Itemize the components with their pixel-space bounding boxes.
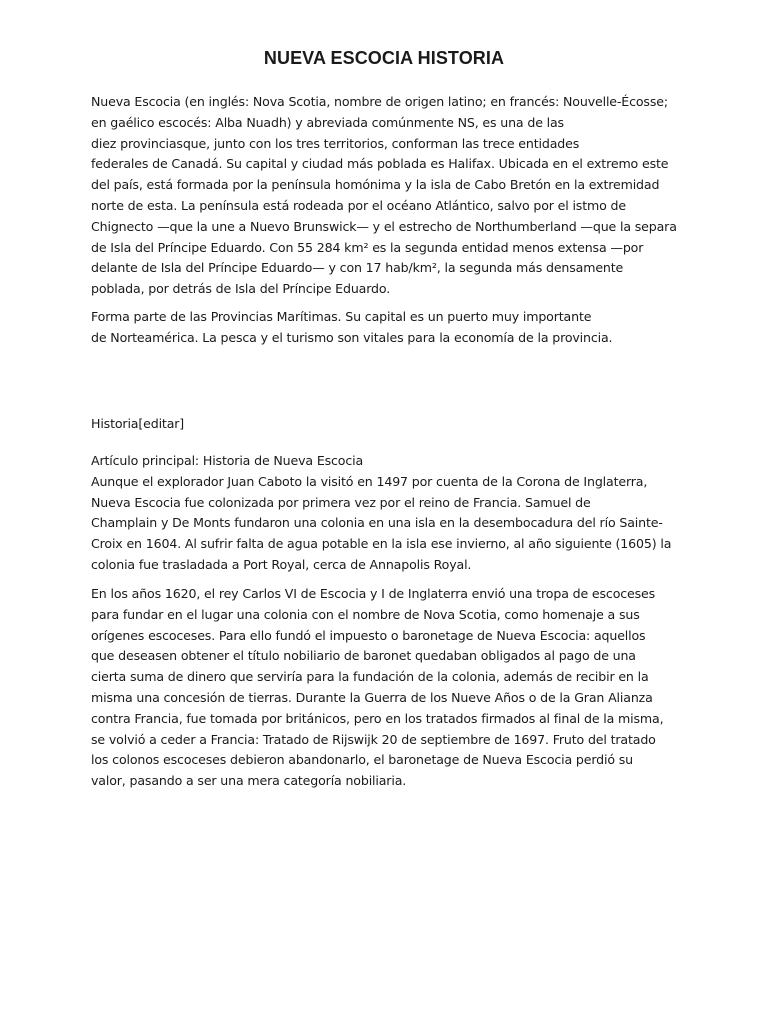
paragraph-line: Nueva Escocia fue colonizada por primera vez por el reino de Francia. Samuel de xyxy=(91,494,591,510)
paragraph-line: Croix en 1604. Al sufrir falta de agua potable en la isla ese invierno, al año siguiente (1605) la xyxy=(91,536,672,552)
document-title: NUEVA ESCOCIA HISTORIA xyxy=(263,48,505,68)
paragraph-line: de Isla del Príncipe Eduardo. Con 55 284 km² es la segunda entidad menos extensa —por xyxy=(91,239,644,255)
main-article-line: Artículo principal: Historia de Nueva Escocia xyxy=(91,453,364,468)
paragraph-line: se volvió a ceder a Francia: Tratado de Rijswijk 20 de septiembre de 1697. Fruto del tratado xyxy=(91,731,656,747)
paragraph-line: norte de esta. La península está rodeada por el océano Atlántico, salvo por el istmo de xyxy=(91,197,626,213)
paragraph-line: diez provinciasque, junto con los tres territorios, conforman las trece entidades xyxy=(91,135,580,151)
paragraph-line: delante de Isla del Príncipe Eduardo— y con 17 hab/km², la segunda más densamente xyxy=(91,260,624,276)
paragraph-line: orígenes escoceses. Para ello fundó el impuesto o baronetage de Nueva Escocia: aquellos xyxy=(91,627,646,643)
paragraph-line: En los años 1620, el rey Carlos VI de Escocia y I de Inglaterra envió una tropa de escoceses xyxy=(91,586,656,601)
paragraph-line: contra Francia, fue tomada por británicos, pero en los tratados firmados al final de la misma, xyxy=(91,710,664,726)
section-heading xyxy=(91,414,691,435)
paragraph-line: los colonos escoceses debieron abandonarlo, el baronetage de Nueva Escocia perdió su xyxy=(91,752,634,768)
paragraph-line: Champlain y De Monts fundaron una colonia en una isla en la desembocadura del río Sainte- xyxy=(91,515,663,531)
paragraph-line: misma una concesión de tierras. Durante la Guerra de los Nueve Años o de la Gran Alianza xyxy=(91,689,653,705)
paragraph-line: valor, pasando a ser una mera categoría nobiliaria. xyxy=(91,773,407,789)
provinces-paragraph xyxy=(91,307,691,349)
paragraph-line: en gaélico escocés: Alba Nuadh) y abreviada comúnmente NS, es una de las xyxy=(91,114,564,130)
paragraph-line: Nueva Escocia (en inglés: Nova Scotia, nombre de origen latino; en francés: Nouvelle-Écosse; xyxy=(91,94,668,109)
paragraph-line: Chignecto —que la une a Nuevo Brunswick— y el estrecho de Northumberland —que la separa xyxy=(91,218,677,234)
paragraph-line: cierta suma de dinero que serviría para la fundación de la colonia, además de recibir en la xyxy=(91,669,649,685)
paragraph-line: federales de Canadá. Su capital y ciudad más poblada es Halifax. Ubicada en el extremo este xyxy=(91,156,669,172)
intro-paragraph xyxy=(91,92,691,300)
paragraph-line: del país, está formada por la península homónima y la isla de Cabo Bretón en la extremidad xyxy=(91,177,660,193)
scotland-paragraph xyxy=(91,584,691,792)
paragraph-line: Forma parte de las Provincias Marítimas. Su capital es un puerto muy importante xyxy=(91,309,592,324)
paragraph-line: para fundar en el lugar una colonia con el nombre de Nova Scotia, como homenaje a sus xyxy=(91,606,640,622)
paragraph-line: de Norteamérica. La pesca y el turismo son vitales para la economía de la provincia. xyxy=(91,329,613,345)
paragraph-line: poblada, por detrás de Isla del Príncipe Eduardo. xyxy=(91,281,391,297)
section-heading-text: Historia[editar] xyxy=(91,416,185,431)
paragraph-line: Aunque el explorador Juan Caboto la visitó en 1497 por cuenta de la Corona de Inglaterra, xyxy=(91,473,648,489)
history-paragraph xyxy=(91,451,691,576)
paragraph-line: que deseasen obtener el título nobiliario de baronet quedaban obligados al pago de una xyxy=(91,648,636,664)
paragraph-line: colonia fue trasladada a Port Royal, cerca de Annapolis Royal. xyxy=(91,556,472,572)
